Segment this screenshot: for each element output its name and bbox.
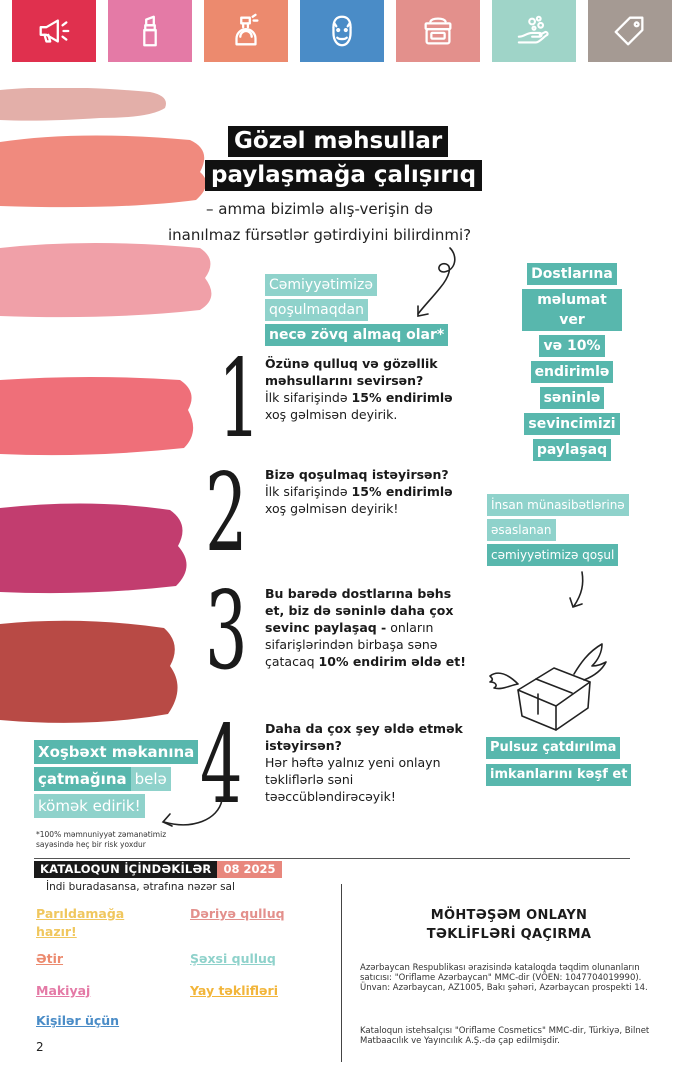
headline-line2: paylaşmağa çalışırıq [205,160,482,191]
happy-label-line3: kömək edirik! [34,794,145,818]
toc-date: 08 2025 [217,861,281,878]
man-face-icon [323,12,361,50]
step-3-discount: 10% endirim əldə et! [318,654,466,669]
delivery-label [486,736,631,786]
toc-link-personal-care[interactable]: Şəxsi qulluq [190,951,276,966]
step-4-text [265,720,465,805]
friends-label-line: sevincimizi [524,413,619,435]
happy-label-line2-end: belə [131,767,171,791]
step-1-body-end: xoş gəlmisən deyirik. [265,407,398,422]
toc-subtitle: İndi buradasansa, ətrafına nəzər sal [46,881,235,893]
step-number-1: 1 [218,337,261,462]
swatch-coral [0,135,206,207]
step-3-body: onların sifarişlərindən birbaşa sənə çatacaq [265,620,438,669]
toc-link-men[interactable]: Kişilər üçün [36,1013,120,1028]
tab-announcements[interactable] [12,0,96,62]
toc-link-makeup[interactable]: Makiyaj [36,983,91,998]
paint-swatches [0,88,240,768]
tab-makeup[interactable] [108,0,192,62]
community-label-line: əsaslanan [487,519,556,541]
step-2-discount: 15% endirimlə [351,484,453,499]
swatch-rust [0,621,178,723]
step-number-2: 2 [205,451,248,576]
friends-label-line: Dostlarına [527,263,617,285]
friends-label-line: endirimlə [531,361,614,383]
page-number: 2 [36,1040,44,1054]
toc-link-skincare[interactable]: Dəriyə qulluq [190,906,285,921]
perfume-icon [227,12,265,50]
headline-subtitle-line2: inanılmaz fürsətlər gətirdiyini bilirdinmi? [168,226,472,244]
step-1-text [265,355,465,423]
footnote: *100% məmnuniyyət zəmanətimiz sayəsində heç bir risk yoxdur [36,830,167,849]
friends-label [522,263,622,461]
friends-label-line: məlumat ver [522,289,622,331]
cream-jar-icon [419,12,457,50]
join-label-line3: necə zövq almaq olar* [265,324,448,346]
friends-label-line: və 10% [539,335,604,357]
delivery-label-line2: imkanlarını kəşf et [486,764,631,786]
tab-skincare[interactable] [396,0,480,62]
happy-label-line2: çatmağına [34,767,131,791]
friends-label-line: paylaşaq [533,439,611,461]
step-4-body: Hər həftə yalnız yeni onlayn təkliflərlə səni təəccübləndirəcəyik! [265,755,441,804]
category-tabs [12,0,672,62]
arrow-down-icon [566,570,590,610]
step-1-title: Özünə qulluq və gözəllik məhsullarını sevirsən? [265,356,438,388]
toc-title: KATALOQUN İÇİNDƏKİLƏR [34,861,217,878]
tab-personal-care[interactable] [492,0,576,62]
tab-fragrance[interactable] [204,0,288,62]
toc-link-fragrance[interactable]: Ətir [36,951,64,966]
happy-label-line1: Xoşbəxt məkanına [34,740,198,764]
vertical-divider [341,884,342,1062]
swatch-pink [0,243,211,317]
join-label [265,274,448,346]
divider [34,858,630,859]
delivery-label-line1: Pulsuz çatdırılma [486,737,620,759]
swatch-nude [0,88,166,121]
legal-seller: Azərbaycan Respublikası ərazisində kataloqda təqdim olunanların satıcısı: "Oriflame Azərbaycan" MMC-dir (VÖEN: 1047704019990). Ünvan: Azərbaycan, AZ1005, Bakı şəhəri, Azərbaycan prospekti 14. [360,963,648,993]
toc-header [34,861,282,878]
megaphone-icon [35,12,73,50]
promo-line2: TƏKLİFLƏRİ QAÇIRMA [426,927,592,942]
step-2-text [265,466,465,517]
swatch-red-pink [0,377,193,455]
step-2-body-end: xoş gəlmisən deyirik! [265,501,399,516]
step-number-4: 4 [200,703,243,828]
community-label-line: İnsan münasibətlərinə [487,494,629,516]
toc-link-summer-offers[interactable]: Yay təklifləri [190,983,278,998]
curved-arrow-icon [156,790,226,832]
legal-manufacturer: Kataloqun istehsalçısı "Oriflame Cosmetics" MMC-dir, Türkiyə, Bilnet Matbaacılık ve Yayıncılık A.Ş.-də çap edilmişdir. [360,1026,650,1046]
step-1-body: İlk sifarişində [265,390,352,405]
step-4-title: Daha da çox şey əldə etmək istəyirsən? [265,721,463,753]
step-number-3: 3 [205,569,248,694]
tab-offers[interactable] [588,0,672,62]
flying-gift-illustration [488,640,614,732]
toc-link-shine[interactable]: Parıldamağa hazır! [36,906,125,939]
community-label [487,494,629,566]
headline-subtitle-line1: – amma bizimlə alış-verişin də [206,200,433,218]
promo-line1: MÖHTƏŞƏM ONLAYN [430,908,588,923]
step-2-body: İlk sifarişində [265,484,352,499]
hand-wash-icon [515,12,553,50]
step-3-text [265,585,470,670]
join-label-line2: qoşulmaqdan [265,299,368,321]
tab-men[interactable] [300,0,384,62]
lipstick-icon [131,12,169,50]
friends-label-line: səninlə [540,387,605,409]
headline-line1: Gözəl məhsullar [228,126,448,157]
step-2-title: Bizə qoşulmaq istəyirsən? [265,467,449,482]
join-label-line1: Cəmiyyətimizə [265,274,377,296]
step-1-discount: 15% endirimlə [351,390,453,405]
step-3-title: Bu barədə dostlarına bəhs et, biz də səninlə daha çox sevinc paylaşaq - [265,586,454,635]
online-offers-promo [402,906,616,944]
price-tag-icon [611,12,649,50]
community-label-line: cəmiyyətimizə qoşul [487,544,618,566]
swatch-berry [0,503,187,593]
